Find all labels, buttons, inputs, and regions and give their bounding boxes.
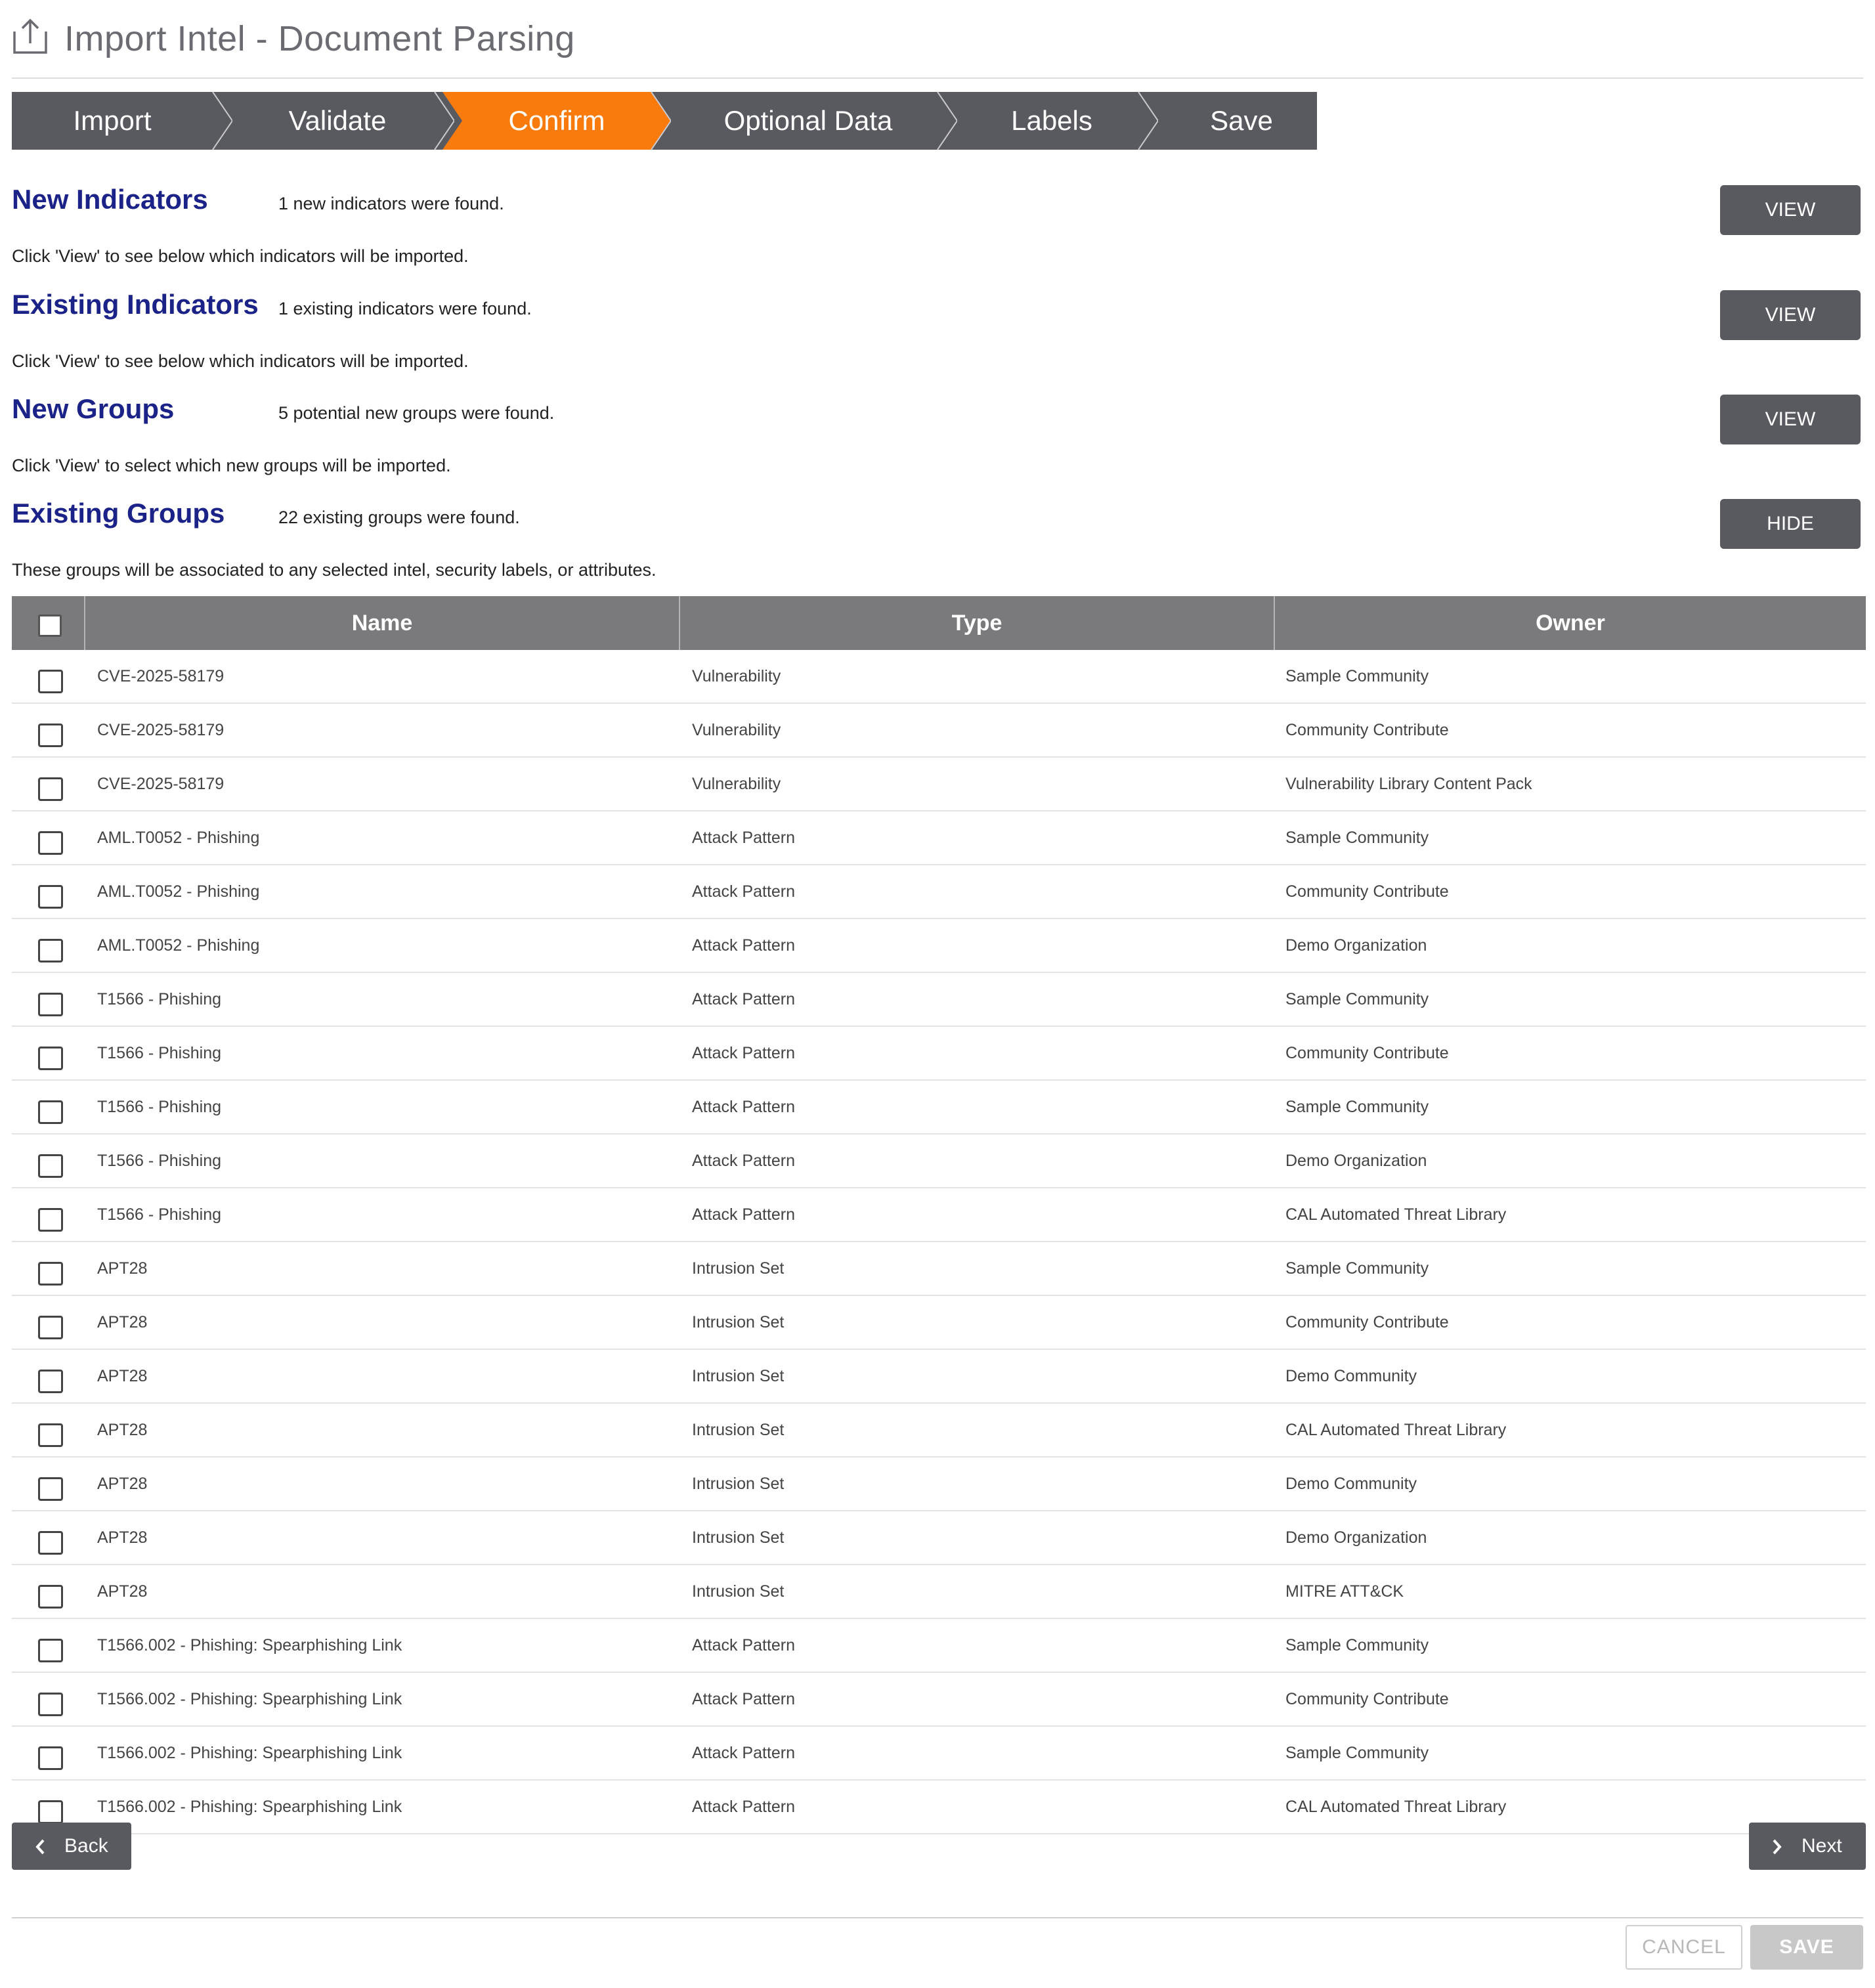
cell-type: Attack Pattern [692, 1744, 796, 1762]
chevron-right-icon [1771, 1838, 1783, 1855]
table-row[interactable] [12, 1511, 1866, 1565]
wizard-step-label: Optional Data [723, 105, 893, 136]
wizard-step-label: Import [73, 105, 152, 136]
row-checkbox[interactable] [38, 1639, 63, 1662]
cell-name: T1566 - Phishing [97, 1098, 222, 1116]
cell-name: APT28 [97, 1475, 148, 1493]
cell-type: Attack Pattern [692, 1152, 796, 1170]
row-checkbox[interactable] [38, 1693, 63, 1716]
table-row[interactable] [12, 1727, 1866, 1781]
cell-owner: Community Contribute [1285, 1044, 1449, 1062]
cell-owner: MITRE ATT&CK [1285, 1582, 1404, 1601]
column-header-type[interactable]: Type [679, 596, 1274, 650]
new-indicators-title: New Indicators [12, 184, 208, 215]
next-button[interactable] [1749, 1823, 1866, 1870]
cell-name: APT28 [97, 1259, 148, 1278]
page-header [12, 0, 1863, 79]
cell-name: CVE-2025-58179 [97, 667, 225, 685]
table-row[interactable] [12, 1781, 1866, 1834]
cell-name: CVE-2025-58179 [97, 721, 225, 739]
cell-type: Intrusion Set [692, 1528, 785, 1547]
cell-owner: CAL Automated Threat Library [1285, 1798, 1507, 1816]
cell-owner: Sample Community [1285, 1098, 1429, 1116]
existing-groups-count: 22 existing groups were found. [278, 508, 520, 527]
back-button-label: Back [64, 1835, 108, 1857]
wizard-step-label: Confirm [508, 105, 605, 136]
cell-type: Attack Pattern [692, 936, 796, 955]
cell-owner: Sample Community [1285, 990, 1429, 1008]
cell-type: Vulnerability [692, 667, 781, 685]
existing-indicators-description: Click 'View' to see below which indicators will be imported. [12, 351, 469, 371]
row-checkbox[interactable] [38, 1585, 63, 1609]
row-checkbox[interactable] [38, 831, 63, 855]
table-row[interactable] [12, 704, 1866, 758]
row-checkbox[interactable] [38, 1746, 63, 1770]
table-row[interactable] [12, 1350, 1866, 1404]
save-button[interactable]: SAVE [1750, 1925, 1863, 1970]
cell-owner: Community Contribute [1285, 721, 1449, 739]
table-row[interactable] [12, 1458, 1866, 1511]
cell-type: Attack Pattern [692, 1098, 796, 1116]
chevron-left-icon [34, 1838, 46, 1855]
wizard-steps [12, 92, 1317, 150]
cell-type: Intrusion Set [692, 1367, 785, 1385]
page-title: Import Intel - Document Parsing [64, 19, 575, 58]
cell-owner: CAL Automated Threat Library [1285, 1205, 1507, 1224]
cell-name: T1566 - Phishing [97, 1152, 222, 1170]
cell-name: T1566.002 - Phishing: Spearphishing Link [97, 1690, 402, 1708]
cell-type: Attack Pattern [692, 1798, 796, 1816]
cell-owner: Community Contribute [1285, 882, 1449, 901]
table-row[interactable] [12, 1404, 1866, 1458]
table-row[interactable] [12, 1565, 1866, 1619]
table-header [12, 596, 1866, 650]
existing-groups-hide-button[interactable]: HIDE [1720, 499, 1861, 549]
cell-name: AML.T0052 - Phishing [97, 936, 260, 955]
footer-divider [12, 1917, 1863, 1918]
cell-name: T1566.002 - Phishing: Spearphishing Link [97, 1636, 402, 1654]
next-button-label: Next [1801, 1835, 1842, 1857]
cell-owner: Demo Community [1285, 1367, 1417, 1385]
cell-owner: Sample Community [1285, 1744, 1429, 1762]
cell-owner: CAL Automated Threat Library [1285, 1421, 1507, 1439]
table-row[interactable] [12, 1673, 1866, 1727]
cell-name: AML.T0052 - Phishing [97, 829, 260, 847]
cell-name: CVE-2025-58179 [97, 775, 225, 793]
row-checkbox[interactable] [38, 1154, 63, 1178]
cell-type: Vulnerability [692, 721, 781, 739]
existing-groups-title: Existing Groups [12, 498, 225, 529]
wizard-step-save[interactable] [1146, 92, 1317, 150]
existing-groups-description: These groups will be associated to any selected intel, security labels, or attributes. [12, 560, 657, 580]
row-checkbox[interactable] [38, 1800, 63, 1824]
row-checkbox[interactable] [38, 1316, 63, 1339]
row-checkbox[interactable] [38, 670, 63, 693]
column-header-owner[interactable]: Owner [1274, 596, 1866, 650]
table-row[interactable] [12, 973, 1866, 1027]
cell-owner: Sample Community [1285, 829, 1429, 847]
cell-name: T1566.002 - Phishing: Spearphishing Link [97, 1744, 402, 1762]
cell-type: Attack Pattern [692, 1636, 796, 1654]
upload-icon [12, 17, 49, 55]
cell-type: Intrusion Set [692, 1259, 785, 1278]
table-row[interactable] [12, 811, 1866, 865]
cell-type: Attack Pattern [692, 990, 796, 1008]
table-row[interactable] [12, 1242, 1866, 1296]
cancel-button[interactable]: CANCEL [1626, 1925, 1742, 1970]
cell-type: Vulnerability [692, 775, 781, 793]
row-checkbox[interactable] [38, 1208, 63, 1232]
table-row[interactable] [12, 1134, 1866, 1188]
cell-type: Intrusion Set [692, 1582, 785, 1601]
new-indicators-description: Click 'View' to see below which indicators will be imported. [12, 246, 469, 266]
cell-name: T1566 - Phishing [97, 1205, 222, 1224]
row-checkbox[interactable] [38, 1262, 63, 1286]
wizard-step-validate[interactable] [221, 92, 454, 150]
new-groups-title: New Groups [12, 393, 175, 424]
cell-name: APT28 [97, 1582, 148, 1601]
cell-type: Intrusion Set [692, 1475, 785, 1493]
cell-owner: Community Contribute [1285, 1690, 1449, 1708]
cell-name: T1566.002 - Phishing: Spearphishing Link [97, 1798, 402, 1816]
back-button[interactable] [12, 1823, 131, 1870]
cell-owner: Community Contribute [1285, 1313, 1449, 1331]
cell-name: AML.T0052 - Phishing [97, 882, 260, 901]
wizard-step-confirm[interactable] [442, 92, 671, 150]
select-all-checkbox[interactable] [38, 615, 62, 637]
table-row[interactable] [12, 650, 1866, 704]
cell-owner: Demo Organization [1285, 1152, 1427, 1170]
new-indicators-count: 1 new indicators were found. [278, 194, 504, 213]
new-groups-count: 5 potential new groups were found. [278, 403, 555, 423]
table-row[interactable] [12, 865, 1866, 919]
cell-type: Attack Pattern [692, 1205, 796, 1224]
table-row[interactable] [12, 1619, 1866, 1673]
wizard-step-label: Labels [1011, 105, 1092, 136]
cell-owner: Demo Organization [1285, 1528, 1427, 1547]
cell-name: APT28 [97, 1421, 148, 1439]
table-row[interactable] [12, 919, 1866, 973]
row-checkbox[interactable] [38, 885, 63, 909]
row-checkbox[interactable] [38, 1047, 63, 1070]
wizard-step-label: Save [1210, 105, 1273, 136]
wizard-step-labels[interactable] [945, 92, 1158, 150]
cell-type: Attack Pattern [692, 1690, 796, 1708]
wizard-step-import[interactable] [12, 92, 232, 150]
cell-owner: Sample Community [1285, 1259, 1429, 1278]
cell-type: Attack Pattern [692, 1044, 796, 1062]
cell-owner: Vulnerability Library Content Pack [1285, 775, 1532, 793]
table-row[interactable] [12, 1296, 1866, 1350]
cell-type: Intrusion Set [692, 1421, 785, 1439]
row-checkbox[interactable] [38, 1423, 63, 1447]
row-checkbox[interactable] [38, 724, 63, 747]
new-groups-description: Click 'View' to select which new groups will be imported. [12, 456, 451, 475]
table-row[interactable] [12, 758, 1866, 811]
cell-owner: Demo Community [1285, 1475, 1417, 1493]
existing-indicators-count: 1 existing indicators were found. [278, 299, 532, 318]
row-checkbox[interactable] [38, 1477, 63, 1501]
table-row[interactable] [12, 1081, 1866, 1134]
wizard-step-label: Validate [288, 105, 387, 136]
cell-type: Intrusion Set [692, 1313, 785, 1331]
cell-name: APT28 [97, 1528, 148, 1547]
row-checkbox[interactable] [38, 1531, 63, 1555]
column-header-name[interactable]: Name [84, 596, 679, 650]
cell-type: Attack Pattern [692, 829, 796, 847]
row-checkbox[interactable] [38, 939, 63, 962]
row-checkbox[interactable] [38, 1100, 63, 1124]
existing-indicators-view-button[interactable]: VIEW [1720, 290, 1861, 340]
cell-owner: Sample Community [1285, 1636, 1429, 1654]
cell-owner: Sample Community [1285, 667, 1429, 685]
cell-type: Attack Pattern [692, 882, 796, 901]
new-groups-view-button[interactable]: VIEW [1720, 395, 1861, 444]
row-checkbox[interactable] [38, 777, 63, 801]
wizard-step-optional-data[interactable] [659, 92, 957, 150]
row-checkbox[interactable] [38, 1370, 63, 1393]
new-indicators-view-button[interactable]: VIEW [1720, 185, 1861, 235]
cell-name: APT28 [97, 1313, 148, 1331]
cell-name: T1566 - Phishing [97, 1044, 222, 1062]
cell-name: T1566 - Phishing [97, 990, 222, 1008]
cell-owner: Demo Organization [1285, 936, 1427, 955]
table-row[interactable] [12, 1188, 1866, 1242]
existing-indicators-title: Existing Indicators [12, 289, 259, 320]
row-checkbox[interactable] [38, 993, 63, 1016]
table-row[interactable] [12, 1027, 1866, 1081]
cell-name: APT28 [97, 1367, 148, 1385]
